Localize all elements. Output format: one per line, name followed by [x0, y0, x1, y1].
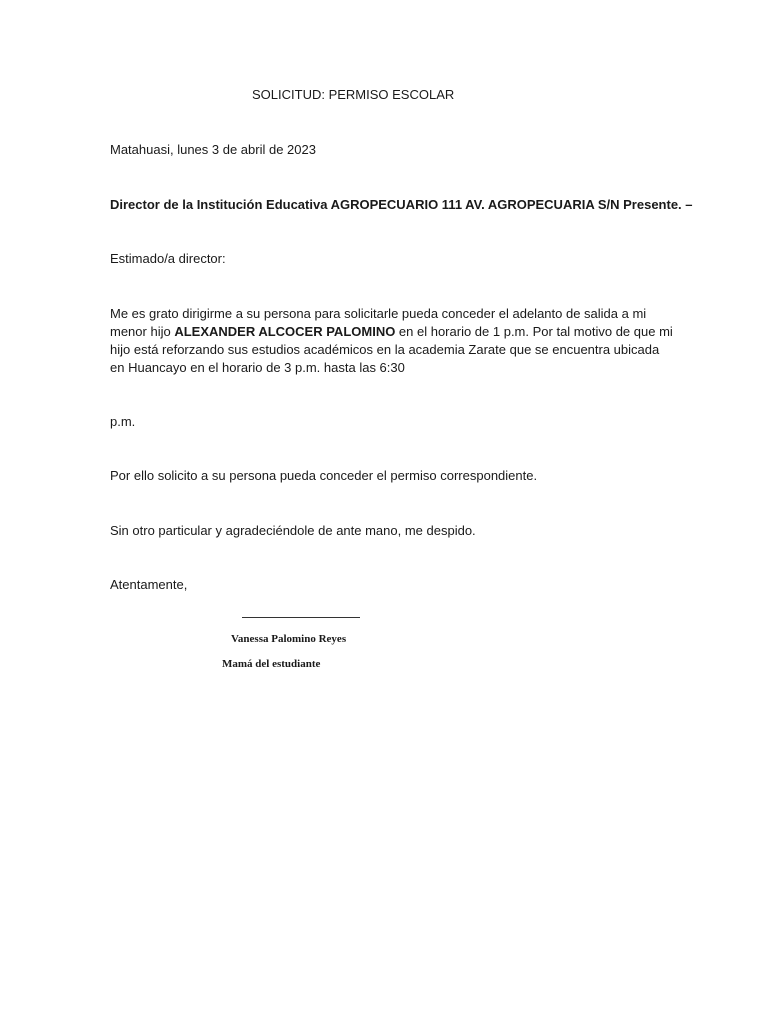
- regards: Atentamente,: [110, 577, 188, 592]
- body-line-3: hijo está reforzando sus estudios académicos en la academia Zarate que se encuentra ubicada: [110, 342, 660, 357]
- signature-role: Mamá del estudiante: [222, 658, 321, 670]
- closing-sentence: Sin otro particular y agradeciéndole de ante mano, me despido.: [110, 523, 476, 538]
- letter-title: SOLICITUD: PERMISO ESCOLAR: [252, 87, 455, 102]
- body-line-2-post: en el horario de 1 p.m. Por tal motivo de que mi: [395, 324, 673, 339]
- time-suffix: p.m.: [110, 414, 136, 429]
- signature-line: [242, 617, 360, 618]
- greeting: Estimado/a director:: [110, 251, 226, 266]
- student-name: ALEXANDER ALCOCER PALOMINO: [174, 324, 396, 339]
- body-line-2: [110, 323, 673, 341]
- body-line-1: Me es grato dirigirme a su persona para solicitarle pueda conceder el adelanto de salida a mi: [110, 306, 647, 321]
- request-sentence: Por ello solicito a su persona pueda conceder el permiso correspondiente.: [110, 468, 538, 483]
- recipient: Director de la Institución Educativa AGROPECUARIO 111 AV. AGROPECUARIA S/N Presente. –: [110, 197, 693, 212]
- body-paragraph: [110, 305, 673, 377]
- place-date: Matahuasi, lunes 3 de abril de 2023: [110, 142, 316, 157]
- body-line-4: en Huancayo en el horario de 3 p.m. hasta las 6:30: [110, 360, 405, 375]
- body-line-2-pre: menor hijo: [110, 324, 175, 339]
- signature-name: Vanessa Palomino Reyes: [231, 633, 347, 645]
